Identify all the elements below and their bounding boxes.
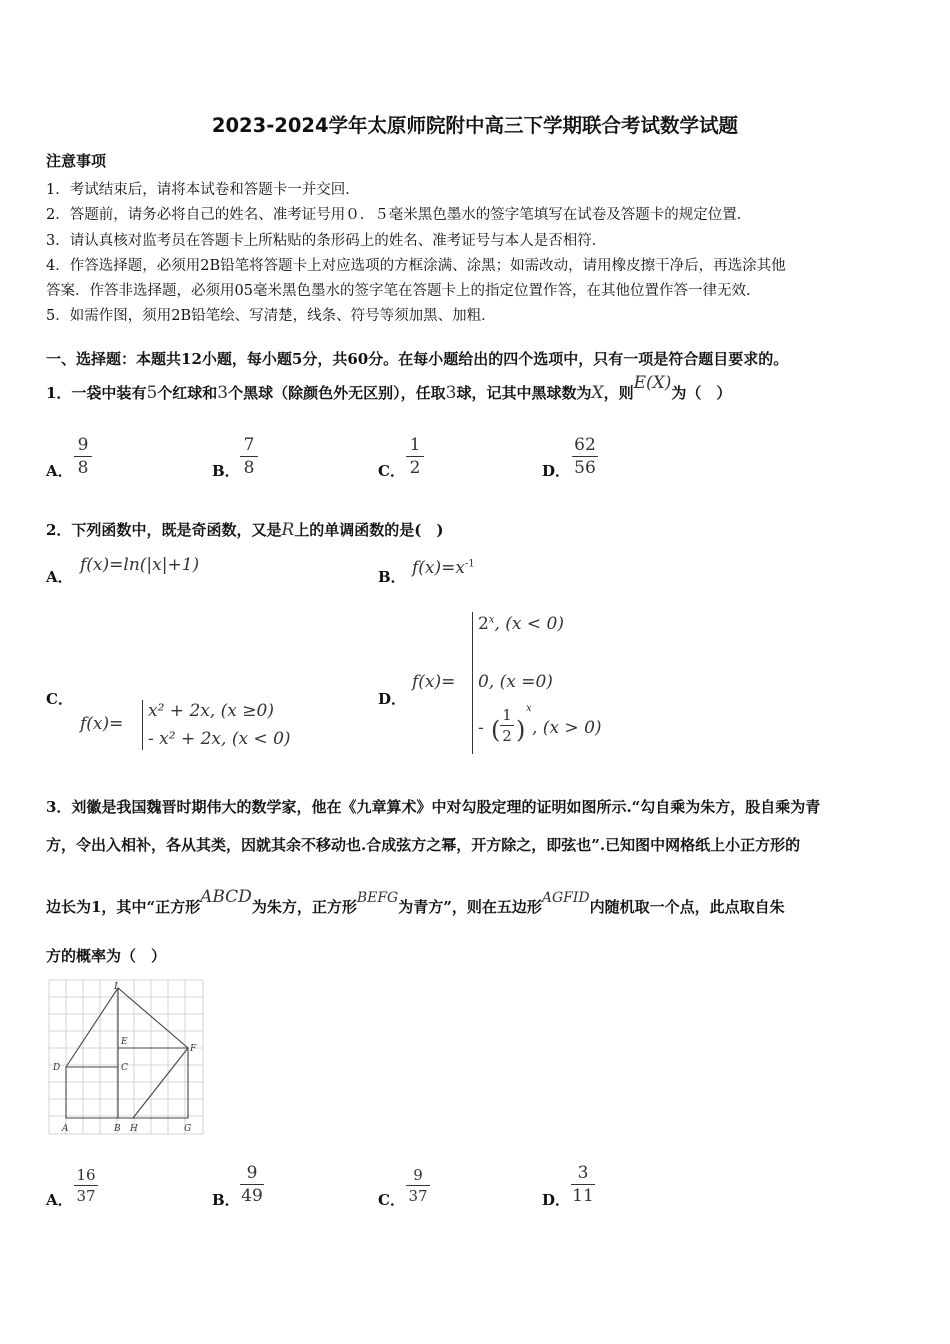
fig-label-h: H [130,1124,138,1134]
q2-option-c-lhs: f(x)= [80,714,124,734]
q1-option-a-fraction: 9 8 [74,435,92,478]
q2-option-a-expr: f(x)=ln(|x|+1) [80,555,200,575]
q2-option-d-row3-exp: x [526,703,532,714]
question-3-line3: 边长为1，其中“正方形ABCD为朱方，正方形BEFG为青方”，则在五边形AGFID内随机取一个点，此点取自朱 [46,887,785,916]
q3-option-b-fraction: 9 49 [241,1163,263,1206]
notice-item: 3．请认真核对监考员在答题卡上所粘贴的条形码上的姓名、准考证号与本人是否相符． [46,233,607,249]
fig-label-i: I [114,982,118,992]
q1-option-b-fraction: 7 8 [240,435,258,478]
q3-option-d-label[interactable]: D． [542,1191,571,1209]
q2-option-c-row2: - x² + 2x, (x < 0) [148,729,291,749]
q1-option-b-label[interactable]: B． [212,462,240,480]
question-3-line1: 3．刘徽是我国魏晋时期伟大的数学家，他在《九章算术》中对勾股定理的证明如图所示.“勾自乘为朱方，股自乘为青 [46,798,821,816]
pythagorean-figure [47,978,207,1138]
q2-option-d-row1: 2$^x$, (x < 0) [478,614,564,634]
fig-label-c: C [121,1063,128,1073]
fig-label-f: F [190,1044,197,1054]
notice-item: 答案．作答非选择题，必须用05毫米黑色墨水的签字笔在答题卡上的指定位置作答，在其他位置作答一律无效． [46,283,761,299]
fig-label-e: E [121,1037,128,1047]
q2-option-d-row3: , (x > 0) [532,718,602,738]
notice-item: 5．如需作图，须用2B铅笔绘、写清楚，线条、符号等须加黑、加粗． [46,308,496,324]
q1-option-a-label[interactable]: A． [46,462,73,480]
section-heading: 一、选择题：本题共12小题，每小题5分，共60分。在每小题给出的四个选项中，只有一项是符合题目要求的。 [46,350,789,368]
question-3-line4: 方的概率为（ ） [46,947,167,965]
fig-label-d: D [53,1063,61,1073]
fig-label-g: G [184,1124,192,1134]
q1-option-d-label[interactable]: D． [542,462,571,480]
question-2-stem: 2．下列函数中，既是奇函数，又是R上的单调函数的是( ) [46,520,444,540]
q2-option-d-brace [472,612,473,754]
q2-option-a-label[interactable]: A． [46,568,73,586]
q3-option-c-fraction: 9 37 [406,1166,430,1205]
q1-option-d-fraction: 62 56 [572,435,598,478]
q2-option-d-half: 1 2 [500,706,514,745]
page-title: 2023-2024学年太原师院附中高三下学期联合考试数学试题 [211,114,739,137]
q2-option-b-label[interactable]: B． [378,568,406,586]
q2-option-d-paren-right: ) [516,716,526,744]
q2-option-c-brace [142,700,143,750]
notice-item: 2．答题前，请务必将自己的姓名、准考证号用０．５毫米黑色墨水的签字笔填写在试卷及答题卡的规定位置． [46,207,752,223]
question-3-line2: 方，令出入相补，各从其类，因就其余不移动也.合成弦方之幂，开方除之，即弦也”.已知图中网格纸上小正方形的 [46,836,801,854]
q2-option-d-paren-left: ( [491,716,501,744]
notice-item: 4．作答选择题，必须用2B铅笔将答题卡上对应选项的方框涂满、涂黑；如需改动，请用橡皮擦干净后，再选涂其他 [46,258,786,274]
notice-item: 1．考试结束后，请将本试卷和答题卡一并交回． [46,182,360,198]
fig-label-a: A [62,1124,69,1134]
q3-option-c-label[interactable]: C． [378,1191,405,1209]
q1-option-c-label[interactable]: C． [378,462,405,480]
q3-option-d-fraction: 3 11 [572,1163,594,1206]
q2-option-d-row3-sign: - [478,718,484,738]
q2-option-c-label[interactable]: C． [46,690,73,708]
q1-option-c-fraction: 1 2 [406,435,424,478]
q2-option-c-row1: x² + 2x, (x ≥0) [148,701,274,721]
question-1-stem: 1．一袋中装有5个红球和3个黑球（除颜色外无区别），任取3球，记其中黑球数为X，则E(X)为（ ） [46,373,732,403]
q3-option-a-label[interactable]: A． [46,1191,73,1209]
fig-label-b: B [114,1124,121,1134]
q2-option-d-lhs: f(x)= [412,672,456,692]
q3-option-b-label[interactable]: B． [212,1191,240,1209]
q2-option-d-row2: 0, (x =0) [478,672,553,692]
q2-option-b-expr: $f(x)=x^{-1}$ [412,558,475,578]
q3-option-a-fraction: 16 37 [74,1166,98,1205]
notice-heading: 注意事项 [46,152,107,170]
q2-option-d-label[interactable]: D． [378,690,407,708]
